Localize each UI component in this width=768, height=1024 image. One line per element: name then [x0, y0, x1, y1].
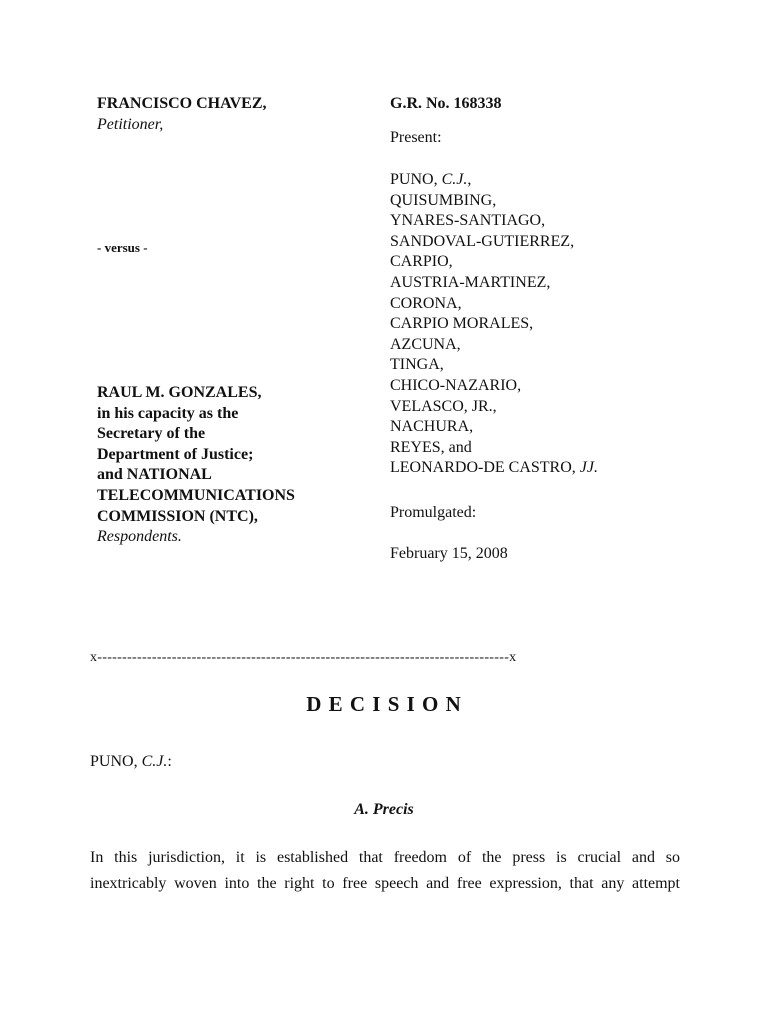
justice-title: JJ. [579, 459, 598, 477]
justice-name: QUISUMBING, [390, 191, 497, 209]
justice-item [390, 191, 598, 212]
justice-item [390, 458, 598, 479]
respondent-line: RAUL M. GONZALES, [97, 384, 262, 401]
justice-item [390, 273, 598, 294]
justice-item [390, 211, 598, 232]
petitioner-name: FRANCISCO CHAVEZ, [97, 95, 267, 112]
justice-name: CORONA, [390, 294, 462, 312]
promulgated-label: Promulgated: [390, 504, 477, 521]
justice-item [390, 335, 598, 356]
justice-name: AUSTRIA-MARTINEZ, [390, 273, 551, 291]
decision-heading: D E C I S I O N [306, 692, 462, 716]
justice-name: VELASCO, JR., [390, 397, 497, 415]
paragraph-line: In this jurisdiction, it is established that freedom of the press is crucial and so [90, 849, 680, 866]
respondent-line: Secretary of the [97, 425, 206, 443]
justice-item [390, 170, 598, 191]
respondent-line: COMMISSION (NTC), [97, 507, 258, 525]
ponente-suffix: : [167, 753, 172, 770]
petitioner-role: Petitioner, [97, 116, 164, 133]
justice-name: YNARES-SANTIAGO, [390, 212, 546, 230]
justice-name: CHICO-NAZARIO, [390, 376, 522, 394]
paragraph-line: inextricably woven into the right to free speech and free expression, that any attempt [90, 875, 680, 892]
justice-item [390, 438, 598, 459]
justice-name: REYES, and [390, 438, 472, 456]
justice-item [390, 294, 598, 315]
justice-name: TINGA, [390, 356, 444, 374]
justice-name: CARPIO, [390, 253, 453, 271]
justices-list [390, 170, 598, 479]
respondent-role: Respondents. [97, 528, 182, 545]
justice-name: NACHURA, [390, 418, 474, 436]
justice-suffix: , [467, 171, 472, 188]
justice-item [390, 252, 598, 273]
justice-item [390, 376, 598, 397]
gr-number: G.R. No. 168338 [390, 95, 502, 112]
body-paragraph [90, 845, 680, 897]
justice-item [390, 397, 598, 418]
justice-name: PUNO, [390, 171, 442, 188]
justice-name: SANDOVAL-GUTIERREZ, [390, 232, 575, 250]
versus-label: - versus - [97, 240, 148, 255]
respondent-line: and NATIONAL [97, 466, 212, 484]
section-heading: A. Precis [354, 801, 414, 818]
justice-name: AZCUNA, [390, 335, 461, 353]
justice-item [390, 417, 598, 438]
separator-line: x-----------------------------------------------------------------------------------x [90, 650, 517, 665]
justice-item [390, 232, 598, 253]
justice-item [390, 314, 598, 335]
justice-title: C.J. [441, 171, 468, 188]
justice-name: LEONARDO-DE CASTRO, [390, 459, 580, 477]
promulgated-date: February 15, 2008 [390, 545, 508, 562]
ponente-title: C.J. [141, 753, 168, 770]
respondent-line: Department of Justice; [97, 445, 254, 463]
respondent-line: in his capacity as the [97, 404, 239, 422]
present-label: Present: [390, 129, 442, 146]
ponente-name: PUNO, [90, 753, 142, 770]
justice-item [390, 355, 598, 376]
respondent-block [97, 383, 295, 527]
respondent-line: TELECOMMUNICATIONS [97, 486, 295, 504]
ponente-line [90, 752, 172, 772]
justice-name: CARPIO MORALES, [390, 315, 534, 333]
